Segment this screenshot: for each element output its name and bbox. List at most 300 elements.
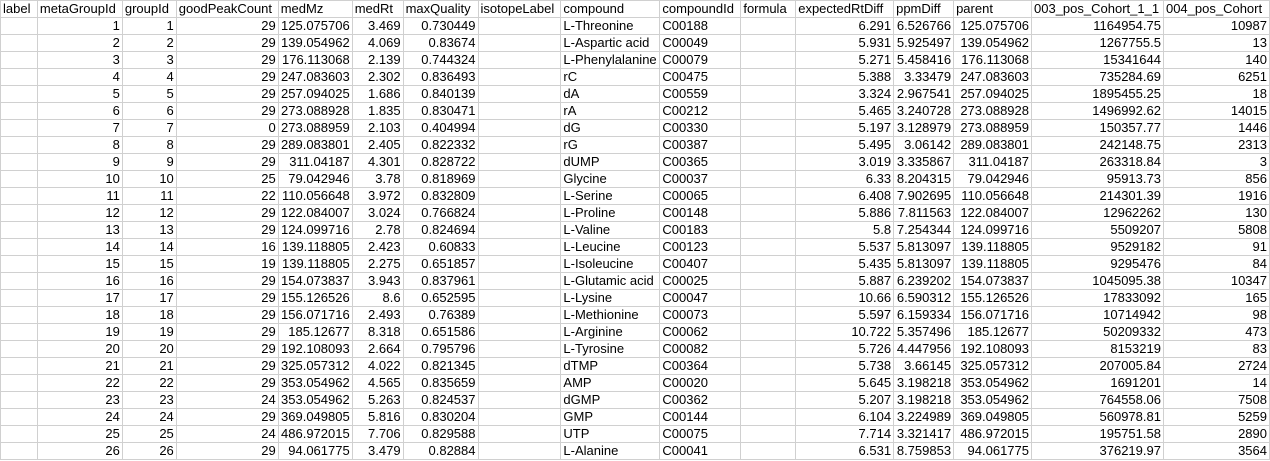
cell[interactable]: 5.597 <box>796 307 894 324</box>
cell[interactable]: 3.972 <box>352 188 403 205</box>
cell[interactable]: 18 <box>1163 86 1269 103</box>
cell[interactable] <box>478 239 561 256</box>
cell[interactable]: 29 <box>176 273 278 290</box>
cell[interactable] <box>741 86 796 103</box>
cell[interactable]: 154.073837 <box>954 273 1032 290</box>
cell[interactable]: 9 <box>122 154 176 171</box>
cell[interactable]: 257.094025 <box>954 86 1032 103</box>
cell[interactable]: 95913.73 <box>1032 171 1164 188</box>
cell[interactable]: 486.972015 <box>954 426 1032 443</box>
cell[interactable] <box>1 239 38 256</box>
cell[interactable]: L-Proline <box>561 205 660 222</box>
cell[interactable]: 23 <box>37 392 122 409</box>
cell[interactable]: 23 <box>122 392 176 409</box>
cell[interactable]: 2313 <box>1163 137 1269 154</box>
cell[interactable]: dG <box>561 120 660 137</box>
cell[interactable] <box>741 358 796 375</box>
cell[interactable]: 6.531 <box>796 443 894 460</box>
cell[interactable]: L-Glutamic acid <box>561 273 660 290</box>
cell[interactable] <box>1 69 38 86</box>
cell[interactable] <box>741 443 796 460</box>
cell[interactable]: 4.069 <box>352 35 403 52</box>
cell[interactable]: 3.324 <box>796 86 894 103</box>
cell[interactable]: 29 <box>176 52 278 69</box>
cell[interactable] <box>741 69 796 86</box>
cell[interactable]: C00065 <box>660 188 741 205</box>
cell[interactable] <box>741 171 796 188</box>
cell[interactable] <box>478 392 561 409</box>
cell[interactable]: 19 <box>37 324 122 341</box>
cell[interactable]: 7.902695 <box>894 188 954 205</box>
cell[interactable]: 5.726 <box>796 341 894 358</box>
cell[interactable]: 156.071716 <box>278 307 352 324</box>
cell[interactable]: 3.06142 <box>894 137 954 154</box>
cell[interactable] <box>741 273 796 290</box>
cell[interactable]: 0.828722 <box>403 154 478 171</box>
cell[interactable]: 311.04187 <box>954 154 1032 171</box>
cell[interactable]: 8.204315 <box>894 171 954 188</box>
cell[interactable] <box>478 324 561 341</box>
cell[interactable]: 24 <box>176 392 278 409</box>
cell[interactable]: AMP <box>561 375 660 392</box>
cell[interactable]: 6 <box>122 103 176 120</box>
cell[interactable]: C00020 <box>660 375 741 392</box>
cell[interactable] <box>478 341 561 358</box>
cell[interactable]: 376219.97 <box>1032 443 1164 460</box>
cell[interactable]: 20 <box>37 341 122 358</box>
cell[interactable]: C00047 <box>660 290 741 307</box>
cell[interactable]: 8.318 <box>352 324 403 341</box>
cell[interactable]: dA <box>561 86 660 103</box>
cell[interactable]: 21 <box>37 358 122 375</box>
column-header[interactable]: maxQuality <box>403 1 478 18</box>
cell[interactable]: 325.057312 <box>954 358 1032 375</box>
cell[interactable] <box>741 341 796 358</box>
cell[interactable]: C00559 <box>660 86 741 103</box>
cell[interactable]: 12 <box>37 205 122 222</box>
cell[interactable]: 1164954.75 <box>1032 18 1164 35</box>
cell[interactable]: 6.159334 <box>894 307 954 324</box>
cell[interactable]: 764558.06 <box>1032 392 1164 409</box>
cell[interactable]: 5.813097 <box>894 256 954 273</box>
cell[interactable]: 473 <box>1163 324 1269 341</box>
cell[interactable] <box>1 324 38 341</box>
cell[interactable]: 29 <box>176 137 278 154</box>
cell[interactable]: 195751.58 <box>1032 426 1164 443</box>
cell[interactable]: 192.108093 <box>954 341 1032 358</box>
cell[interactable]: 5.8 <box>796 222 894 239</box>
cell[interactable]: C00364 <box>660 358 741 375</box>
cell[interactable]: 98 <box>1163 307 1269 324</box>
cell[interactable]: 125.075706 <box>278 18 352 35</box>
cell[interactable]: 0.730449 <box>403 18 478 35</box>
cell[interactable]: 5.197 <box>796 120 894 137</box>
cell[interactable]: C00212 <box>660 103 741 120</box>
cell[interactable]: 5.435 <box>796 256 894 273</box>
cell[interactable]: 3.33479 <box>894 69 954 86</box>
cell[interactable]: 8.6 <box>352 290 403 307</box>
cell[interactable] <box>741 52 796 69</box>
cell[interactable]: 2.139 <box>352 52 403 69</box>
cell[interactable]: 5808 <box>1163 222 1269 239</box>
cell[interactable]: 0.829588 <box>403 426 478 443</box>
cell[interactable]: 9529182 <box>1032 239 1164 256</box>
cell[interactable] <box>478 35 561 52</box>
cell[interactable]: 15 <box>37 256 122 273</box>
cell[interactable] <box>741 290 796 307</box>
cell[interactable]: 3 <box>37 52 122 69</box>
cell[interactable]: 856 <box>1163 171 1269 188</box>
cell[interactable] <box>1 120 38 137</box>
cell[interactable]: 124.099716 <box>278 222 352 239</box>
cell[interactable]: 6251 <box>1163 69 1269 86</box>
cell[interactable]: 207005.84 <box>1032 358 1164 375</box>
cell[interactable]: 0.818969 <box>403 171 478 188</box>
cell[interactable] <box>478 256 561 273</box>
cell[interactable]: 91 <box>1163 239 1269 256</box>
cell[interactable]: 8 <box>37 137 122 154</box>
cell[interactable] <box>478 222 561 239</box>
cell[interactable]: 0.821345 <box>403 358 478 375</box>
cell[interactable]: 3.479 <box>352 443 403 460</box>
cell[interactable]: 29 <box>176 86 278 103</box>
cell[interactable]: 5.495 <box>796 137 894 154</box>
cell[interactable] <box>1 375 38 392</box>
cell[interactable]: C00062 <box>660 324 741 341</box>
cell[interactable]: L-Valine <box>561 222 660 239</box>
cell[interactable]: 14015 <box>1163 103 1269 120</box>
cell[interactable]: 29 <box>176 341 278 358</box>
cell[interactable]: 29 <box>176 18 278 35</box>
cell[interactable]: 5.388 <box>796 69 894 86</box>
cell[interactable]: 0.832809 <box>403 188 478 205</box>
cell[interactable]: 3564 <box>1163 443 1269 460</box>
cell[interactable] <box>741 35 796 52</box>
column-header[interactable]: expectedRtDiff <box>796 1 894 18</box>
cell[interactable]: L-Isoleucine <box>561 256 660 273</box>
cell[interactable]: 1691201 <box>1032 375 1164 392</box>
cell[interactable]: C00183 <box>660 222 741 239</box>
column-header[interactable]: ppmDiff <box>894 1 954 18</box>
cell[interactable]: 289.083801 <box>954 137 1032 154</box>
cell[interactable]: L-Alanine <box>561 443 660 460</box>
cell[interactable]: 3.469 <box>352 18 403 35</box>
cell[interactable]: 3.943 <box>352 273 403 290</box>
column-header[interactable]: compound <box>561 1 660 18</box>
cell[interactable] <box>1 52 38 69</box>
cell[interactable] <box>478 120 561 137</box>
cell[interactable]: 139.054962 <box>278 35 352 52</box>
cell[interactable]: 0.824694 <box>403 222 478 239</box>
cell[interactable] <box>1 103 38 120</box>
cell[interactable]: 2.493 <box>352 307 403 324</box>
cell[interactable]: L-Aspartic acid <box>561 35 660 52</box>
cell[interactable]: 5.925497 <box>894 35 954 52</box>
cell[interactable] <box>741 120 796 137</box>
cell[interactable]: 0.404994 <box>403 120 478 137</box>
cell[interactable]: 7.706 <box>352 426 403 443</box>
cell[interactable]: 4 <box>37 69 122 86</box>
cell[interactable]: 79.042946 <box>954 171 1032 188</box>
cell[interactable]: 25 <box>176 171 278 188</box>
cell[interactable]: L-Tyrosine <box>561 341 660 358</box>
cell[interactable]: 17 <box>37 290 122 307</box>
cell[interactable]: 3.66145 <box>894 358 954 375</box>
cell[interactable]: 5.887 <box>796 273 894 290</box>
cell[interactable]: 6.291 <box>796 18 894 35</box>
cell[interactable]: 8153219 <box>1032 341 1164 358</box>
cell[interactable]: 5.263 <box>352 392 403 409</box>
cell[interactable]: 16 <box>37 273 122 290</box>
cell[interactable]: C00362 <box>660 392 741 409</box>
cell[interactable] <box>1 188 38 205</box>
cell[interactable]: 7 <box>37 120 122 137</box>
cell[interactable]: 5.816 <box>352 409 403 426</box>
column-header[interactable]: medRt <box>352 1 403 18</box>
cell[interactable]: 11 <box>37 188 122 205</box>
cell[interactable]: 0.837961 <box>403 273 478 290</box>
cell[interactable]: 176.113068 <box>954 52 1032 69</box>
cell[interactable]: 29 <box>176 290 278 307</box>
cell[interactable]: 5.738 <box>796 358 894 375</box>
cell[interactable]: 29 <box>176 409 278 426</box>
cell[interactable]: 2.275 <box>352 256 403 273</box>
cell[interactable]: 29 <box>176 324 278 341</box>
cell[interactable]: 6.239202 <box>894 273 954 290</box>
cell[interactable]: UTP <box>561 426 660 443</box>
cell[interactable]: C00075 <box>660 426 741 443</box>
cell[interactable]: 1.835 <box>352 103 403 120</box>
cell[interactable]: 3.335867 <box>894 154 954 171</box>
cell[interactable] <box>478 188 561 205</box>
cell[interactable] <box>1 18 38 35</box>
cell[interactable]: 14 <box>1163 375 1269 392</box>
cell[interactable]: 1446 <box>1163 120 1269 137</box>
cell[interactable]: 7.254344 <box>894 222 954 239</box>
cell[interactable]: 3.198218 <box>894 392 954 409</box>
cell[interactable]: 0.651586 <box>403 324 478 341</box>
cell[interactable]: rG <box>561 137 660 154</box>
cell[interactable]: 6.33 <box>796 171 894 188</box>
cell[interactable]: C00079 <box>660 52 741 69</box>
cell[interactable]: 139.054962 <box>954 35 1032 52</box>
cell[interactable] <box>741 18 796 35</box>
cell[interactable]: 139.118805 <box>954 239 1032 256</box>
cell[interactable]: 16 <box>122 273 176 290</box>
cell[interactable]: 0.836493 <box>403 69 478 86</box>
cell[interactable]: 3.321417 <box>894 426 954 443</box>
cell[interactable]: C00148 <box>660 205 741 222</box>
cell[interactable]: L-Threonine <box>561 18 660 35</box>
cell[interactable] <box>1 290 38 307</box>
cell[interactable] <box>741 137 796 154</box>
cell[interactable]: C00049 <box>660 35 741 52</box>
cell[interactable]: C00082 <box>660 341 741 358</box>
cell[interactable]: 0.795796 <box>403 341 478 358</box>
cell[interactable]: 0 <box>176 120 278 137</box>
cell[interactable]: 369.049805 <box>954 409 1032 426</box>
cell[interactable]: 2724 <box>1163 358 1269 375</box>
cell[interactable]: 29 <box>176 205 278 222</box>
column-header[interactable]: isotopeLabel <box>478 1 561 18</box>
cell[interactable]: 289.083801 <box>278 137 352 154</box>
cell[interactable]: 5.886 <box>796 205 894 222</box>
cell[interactable]: 5.271 <box>796 52 894 69</box>
cell[interactable] <box>1 426 38 443</box>
cell[interactable]: 2.78 <box>352 222 403 239</box>
cell[interactable]: 3.224989 <box>894 409 954 426</box>
cell[interactable]: 2.664 <box>352 341 403 358</box>
cell[interactable]: 4.565 <box>352 375 403 392</box>
cell[interactable] <box>1 358 38 375</box>
cell[interactable]: 155.126526 <box>954 290 1032 307</box>
column-header[interactable]: 004_pos_Cohort <box>1163 1 1269 18</box>
cell[interactable]: C00365 <box>660 154 741 171</box>
cell[interactable]: 5.931 <box>796 35 894 52</box>
cell[interactable]: 6 <box>37 103 122 120</box>
cell[interactable]: C00073 <box>660 307 741 324</box>
cell[interactable] <box>478 69 561 86</box>
cell[interactable]: 2.302 <box>352 69 403 86</box>
cell[interactable]: 0.651857 <box>403 256 478 273</box>
cell[interactable]: 0.652595 <box>403 290 478 307</box>
cell[interactable] <box>478 171 561 188</box>
cell[interactable]: dGMP <box>561 392 660 409</box>
cell[interactable]: 24 <box>122 409 176 426</box>
cell[interactable]: 6.526766 <box>894 18 954 35</box>
cell[interactable]: 5.813097 <box>894 239 954 256</box>
cell[interactable]: 139.118805 <box>954 256 1032 273</box>
cell[interactable] <box>741 392 796 409</box>
cell[interactable]: rC <box>561 69 660 86</box>
cell[interactable]: 29 <box>176 307 278 324</box>
cell[interactable]: 24 <box>37 409 122 426</box>
cell[interactable]: 2 <box>122 35 176 52</box>
cell[interactable]: 735284.69 <box>1032 69 1164 86</box>
cell[interactable] <box>478 137 561 154</box>
cell[interactable] <box>1 273 38 290</box>
cell[interactable]: 0.822332 <box>403 137 478 154</box>
cell[interactable]: 122.084007 <box>278 205 352 222</box>
cell[interactable] <box>741 239 796 256</box>
cell[interactable]: 5 <box>37 86 122 103</box>
cell[interactable]: 2.405 <box>352 137 403 154</box>
cell[interactable]: 83 <box>1163 341 1269 358</box>
cell[interactable]: 0.83674 <box>403 35 478 52</box>
cell[interactable] <box>1 222 38 239</box>
cell[interactable]: 3.019 <box>796 154 894 171</box>
column-header[interactable]: medMz <box>278 1 352 18</box>
cell[interactable]: 22 <box>176 188 278 205</box>
cell[interactable]: 6.590312 <box>894 290 954 307</box>
cell[interactable]: C00037 <box>660 171 741 188</box>
cell[interactable]: 22 <box>37 375 122 392</box>
cell[interactable]: 18 <box>37 307 122 324</box>
cell[interactable]: L-Lysine <box>561 290 660 307</box>
cell[interactable]: 29 <box>176 35 278 52</box>
cell[interactable]: 353.054962 <box>954 375 1032 392</box>
cell[interactable]: 10.66 <box>796 290 894 307</box>
cell[interactable]: 13 <box>1163 35 1269 52</box>
cell[interactable]: 124.099716 <box>954 222 1032 239</box>
cell[interactable]: 10987 <box>1163 18 1269 35</box>
cell[interactable]: 15341644 <box>1032 52 1164 69</box>
cell[interactable]: L-Methionine <box>561 307 660 324</box>
cell[interactable]: 2.423 <box>352 239 403 256</box>
cell[interactable] <box>1 154 38 171</box>
cell[interactable]: rA <box>561 103 660 120</box>
cell[interactable]: 273.088928 <box>954 103 1032 120</box>
cell[interactable]: C00407 <box>660 256 741 273</box>
cell[interactable]: C00475 <box>660 69 741 86</box>
cell[interactable]: 273.088928 <box>278 103 352 120</box>
cell[interactable]: L-Leucine <box>561 239 660 256</box>
cell[interactable]: 8 <box>122 137 176 154</box>
cell[interactable]: 122.084007 <box>954 205 1032 222</box>
cell[interactable] <box>478 154 561 171</box>
cell[interactable]: 214301.39 <box>1032 188 1164 205</box>
cell[interactable]: 13 <box>122 222 176 239</box>
cell[interactable]: 19 <box>122 324 176 341</box>
cell[interactable]: 10714942 <box>1032 307 1164 324</box>
cell[interactable]: 242148.75 <box>1032 137 1164 154</box>
cell[interactable] <box>478 52 561 69</box>
cell[interactable]: 139.118805 <box>278 256 352 273</box>
cell[interactable]: 156.071716 <box>954 307 1032 324</box>
cell[interactable]: 16 <box>176 239 278 256</box>
cell[interactable]: 110.056648 <box>954 188 1032 205</box>
cell[interactable] <box>1 307 38 324</box>
cell[interactable]: L-Serine <box>561 188 660 205</box>
column-header[interactable]: groupId <box>122 1 176 18</box>
cell[interactable]: 29 <box>176 154 278 171</box>
cell[interactable]: 24 <box>176 426 278 443</box>
cell[interactable]: 26 <box>37 443 122 460</box>
cell[interactable]: 155.126526 <box>278 290 352 307</box>
cell[interactable]: C00041 <box>660 443 741 460</box>
cell[interactable]: 140 <box>1163 52 1269 69</box>
cell[interactable]: 139.118805 <box>278 239 352 256</box>
cell[interactable]: 5 <box>122 86 176 103</box>
cell[interactable]: 1045095.38 <box>1032 273 1164 290</box>
cell[interactable] <box>1 341 38 358</box>
column-header[interactable]: parent <box>954 1 1032 18</box>
cell[interactable]: L-Arginine <box>561 324 660 341</box>
cell[interactable]: 125.075706 <box>954 18 1032 35</box>
cell[interactable]: 1916 <box>1163 188 1269 205</box>
cell[interactable] <box>741 426 796 443</box>
cell[interactable]: 1 <box>37 18 122 35</box>
cell[interactable]: 18 <box>122 307 176 324</box>
cell[interactable]: 5.465 <box>796 103 894 120</box>
cell[interactable]: 353.054962 <box>278 392 352 409</box>
cell[interactable]: 7 <box>122 120 176 137</box>
cell[interactable]: 4.022 <box>352 358 403 375</box>
cell[interactable]: 21 <box>122 358 176 375</box>
cell[interactable]: 0.830471 <box>403 103 478 120</box>
cell[interactable] <box>478 375 561 392</box>
column-header[interactable]: 003_pos_Cohort_1_1 <box>1032 1 1164 18</box>
cell[interactable] <box>478 18 561 35</box>
cell[interactable]: dUMP <box>561 154 660 171</box>
cell[interactable]: 369.049805 <box>278 409 352 426</box>
cell[interactable]: 2.967541 <box>894 86 954 103</box>
cell[interactable]: 6.408 <box>796 188 894 205</box>
column-header[interactable]: metaGroupId <box>37 1 122 18</box>
cell[interactable]: 3.128979 <box>894 120 954 137</box>
cell[interactable]: 3 <box>1163 154 1269 171</box>
cell[interactable]: 7.714 <box>796 426 894 443</box>
